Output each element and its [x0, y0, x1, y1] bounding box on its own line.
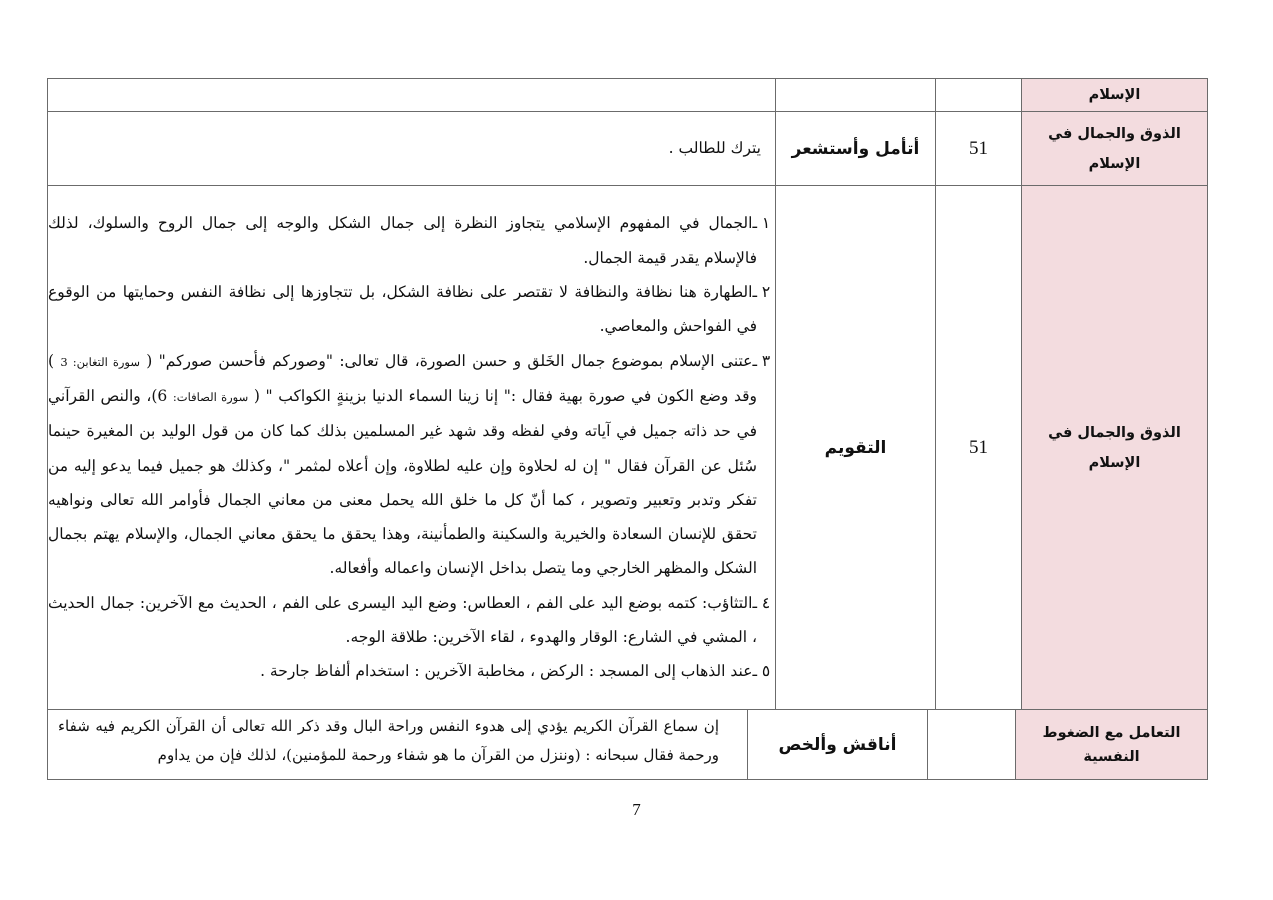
lesson-title-line: الذوق والجمال في: [1048, 424, 1181, 441]
item-text: التثاؤب: كتمه بوضع اليد على الفم ، العطاس: وضع اليد اليسرى على الفم ، الحديث مع الآخرين: جمال الحديث ، المشي في الشارع: الوقار والهدوء ، لقاء الآخرين: طلاقة الوجه.: [48, 593, 757, 646]
activity-cell: [776, 112, 936, 186]
list-item: ١ ـالجمال في المفهوم الإسلامي يتجاوز النظرة إلى جمال الشكل والوجه إلى جمال الروح والسلوك، لذلك فالإسلام يقدر قيمة الجمال.: [48, 206, 775, 275]
page-ref-cell: [928, 710, 1016, 780]
lesson-title-line: الإسلام: [1088, 155, 1141, 172]
answer-text: يترك للطالب .: [668, 139, 761, 158]
activity-cell: [748, 710, 928, 780]
item-text: ) وقد وضع الكون في صورة بهية فقال :" إنا زينا السماء الدنيا بزينةٍ الكواكب " (: [48, 351, 758, 405]
item-text: 6)، والنص القرآني في حد ذاته جميل في آياته وفي لفظه وقد شهد غير المسلمين بذلك كما كان من قول الوليد بن المغيرة حينما سُئل عن القرآن فقال " إن له لحلاوة وإن عليه لطلاوة، وإن أعلاه لمثمر "، وكذلك هو جميل فيما يدعو إليه من تفكر وتدبر وتعبير وتصوير ، كما أنّ كل ما خلق الله يحمل معنى من معاني الجمال فأوامر الله تعالى ونواهيه تحقق للإنسان السعادة والخيرية والسكينة والطمأنينة، وهذا يحقق ما يحقق معاني الجمال، والإسلام يهتم بجمال الشكل والمظهر الخارجي وما يتصل بداخل الإنسان واعماله وأفعاله.: [48, 386, 757, 578]
activity-label: التقويم: [824, 437, 887, 458]
item-text: عند الذهاب إلى المسجد : الركض ، مخاطبة الآخرين : استخدام ألفاظ جارحة .: [260, 662, 753, 681]
quran-reference: سورة التغابن: 3: [60, 354, 140, 369]
list-item: ٣ ـعتنى الإسلام بموضوع جمال الخَلق و حسن الصورة، قال تعالى: "وصوركم فأحسن صوركم" ( سورة التغابن: 3 ) وقد وضع الكون في صورة بهية فقال :" إنا زينا السماء الدنيا بزينةٍ الكواكب " ( سورة الصافات: 6)، والنص القرآني في حد ذاته جميل في آياته وفي لفظه وقد شهد غير المسلمين بذلك كما كان من قول الوليد بن المغيرة حينما سُئل عن القرآن فقال " إن له لحلاوة وإن عليه لطلاوة، وإن أعلاه لمثمر "، وكذلك هو جميل فيما يدعو إليه من تفكر وتدبر وتعبير وتصوير ، كما أنّ كل ما خلق الله يحمل معنى من معاني الجمال فأوامر الله تعالى ونواهيه تحقق للإنسان السعادة والخيرية والسكينة والطمأنينة، وهذا يحقق ما يحقق معاني الجمال، والإسلام يهتم بجمال الشكل والمظهر الخارجي وما يتصل بداخل الإنسان واعماله وأفعاله.: [48, 344, 775, 586]
item-text: الجمال في المفهوم الإسلامي يتجاوز النظرة إلى جمال الشكل والوجه إلى جمال الروح والسلوك، لذلك فالإسلام يقدر قيمة الجمال.: [48, 214, 757, 267]
lesson-title-cell: [1022, 186, 1208, 710]
page-number: 7: [632, 800, 641, 819]
lesson-title-cell: [1022, 79, 1208, 112]
item-text: الطهارة هنا نظافة والنظافة لا تقتصر على نظافة الشكل، بل تتجاوزها إلى نظافة النفس وحمايتها من الوقوع في الفواحش والمعاصي.: [48, 283, 757, 336]
activity-cell: [776, 79, 936, 112]
lesson-title-line: النفسية: [1083, 748, 1140, 765]
list-item: ٤ ـالتثاؤب: كتمه بوضع اليد على الفم ، العطاس: وضع اليد اليسرى على الفم ، الحديث مع الآخرين: جمال الحديث ، المشي في الشارع: الوقار والهدوء ، لقاء الآخرين: طلاقة الوجه.: [48, 586, 775, 655]
item-number: ١: [761, 214, 771, 233]
lesson-title-line: التعامل مع الضغوط: [1042, 724, 1181, 741]
lesson-title-cell: [1022, 112, 1208, 186]
page-ref-number: 51: [969, 436, 988, 458]
item-number: ٥: [761, 662, 771, 681]
item-number: ٣: [761, 351, 771, 370]
lesson-title-cell: [1016, 710, 1208, 780]
answer-text: إن سماع القرآن الكريم يؤدي إلى هدوء النفس وراحة البال وقد ذكر الله تعالى أن القرآن الكريم فيه شفاء ورحمة فقال سبحانه : (وننزل من القرآن ما هو شفاء ورحمة للمؤمنين)، لذلك فإن من يداوم: [58, 717, 719, 764]
table-row: [48, 79, 1208, 112]
activity-cell: [776, 186, 936, 710]
table-row: [48, 710, 1208, 780]
lesson-table-continued: [47, 709, 1208, 780]
list-item: ٥ ـعند الذهاب إلى المسجد : الركض ، مخاطبة الآخرين : استخدام ألفاظ جارحة .: [48, 654, 775, 688]
table-row: [48, 186, 1208, 710]
answer-cell: [48, 710, 748, 780]
lesson-table: [47, 78, 1208, 710]
item-text: عتنى الإسلام بموضوع جمال الخَلق و حسن الصورة، قال تعالى: "وصوركم فأحسن صوركم" (: [146, 351, 753, 370]
list-item: ٢ ـالطهارة هنا نظافة والنظافة لا تقتصر على نظافة الشكل، بل تتجاوزها إلى نظافة النفس وحمايتها من الوقوع في الفواحش والمعاصي.: [48, 275, 775, 344]
page-ref-cell: [936, 186, 1022, 710]
answer-cell: [48, 79, 776, 112]
quran-reference: سورة الصافات:: [172, 389, 249, 404]
answer-cell: [48, 186, 776, 710]
activity-label: أتأمل وأستشعر: [791, 138, 920, 159]
page-ref-number: 51: [969, 137, 988, 159]
lesson-title-line: الذوق والجمال في: [1048, 125, 1181, 142]
lesson-title: الإسلام: [1088, 87, 1141, 103]
lesson-title-line: الإسلام: [1088, 454, 1141, 471]
item-number: ٢: [761, 283, 771, 302]
page-ref-cell: [936, 79, 1022, 112]
item-number: ٤: [761, 593, 771, 612]
table-row: [48, 112, 1208, 186]
page-ref-cell: [936, 112, 1022, 186]
answer-cell: [48, 112, 776, 186]
activity-label: أناقش وألخص: [778, 734, 897, 755]
